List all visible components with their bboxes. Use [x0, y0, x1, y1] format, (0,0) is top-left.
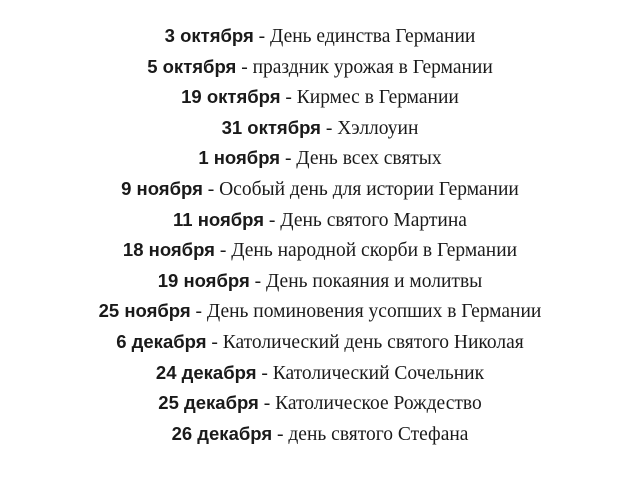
holiday-description: - Кирмес в Германии: [280, 87, 459, 109]
holiday-date: 1 ноября: [198, 147, 281, 169]
holiday-description: - праздник урожая в Германии: [236, 56, 493, 78]
holiday-description: - День покаяния и молитвы: [249, 270, 483, 292]
holiday-item: [0, 296, 640, 327]
holiday-date: 18 ноября: [122, 239, 215, 261]
holiday-list: [0, 21, 640, 449]
holiday-date: 6 декабря: [116, 330, 207, 352]
holiday-item: [0, 419, 640, 450]
holiday-item: [0, 174, 640, 205]
holiday-item: [0, 266, 640, 297]
holiday-item: [0, 52, 640, 83]
holiday-item: [0, 388, 640, 419]
holiday-date: 3 октября: [164, 25, 254, 46]
holiday-date: 19 октября: [181, 86, 281, 108]
holiday-date: 24 декабря: [155, 361, 257, 383]
holiday-description: - День поминовения усопших в Германии: [190, 301, 542, 323]
holiday-date: 25 ноября: [98, 300, 191, 322]
holiday-description: - день святого Стефана: [272, 423, 469, 445]
holiday-date: 25 декабря: [158, 392, 259, 414]
holiday-description: - Особый день для истории Германии: [202, 178, 519, 200]
holiday-description: - Католический день святого Николая: [206, 331, 524, 353]
holiday-item: [0, 113, 640, 144]
holiday-date: 5 октября: [147, 55, 237, 77]
holiday-description: - День единства Германии: [253, 26, 476, 47]
holiday-item: [0, 358, 640, 389]
holiday-item: [0, 143, 640, 174]
holiday-item: [0, 205, 640, 236]
holiday-description: - День святого Мартина: [264, 209, 467, 231]
holiday-date: 11 ноября: [173, 208, 265, 230]
holiday-description: - День народной скорби в Германии: [214, 240, 518, 262]
holiday-item: [0, 327, 640, 358]
holiday-description: - Католическое Рождество: [258, 393, 482, 415]
holiday-description: - Хэллоуин: [320, 117, 419, 139]
holiday-date: 26 декабря: [171, 422, 273, 444]
holiday-item: [0, 82, 640, 113]
holiday-date: 9 ноября: [121, 177, 203, 199]
holiday-description: - Католический Сочельник: [256, 362, 485, 384]
holiday-item: [0, 235, 640, 266]
holiday-date: 19 ноября: [157, 269, 250, 291]
holiday-item: [0, 21, 640, 52]
holiday-description: - День всех святых: [280, 148, 442, 170]
holiday-date: 31 октября: [221, 116, 321, 138]
